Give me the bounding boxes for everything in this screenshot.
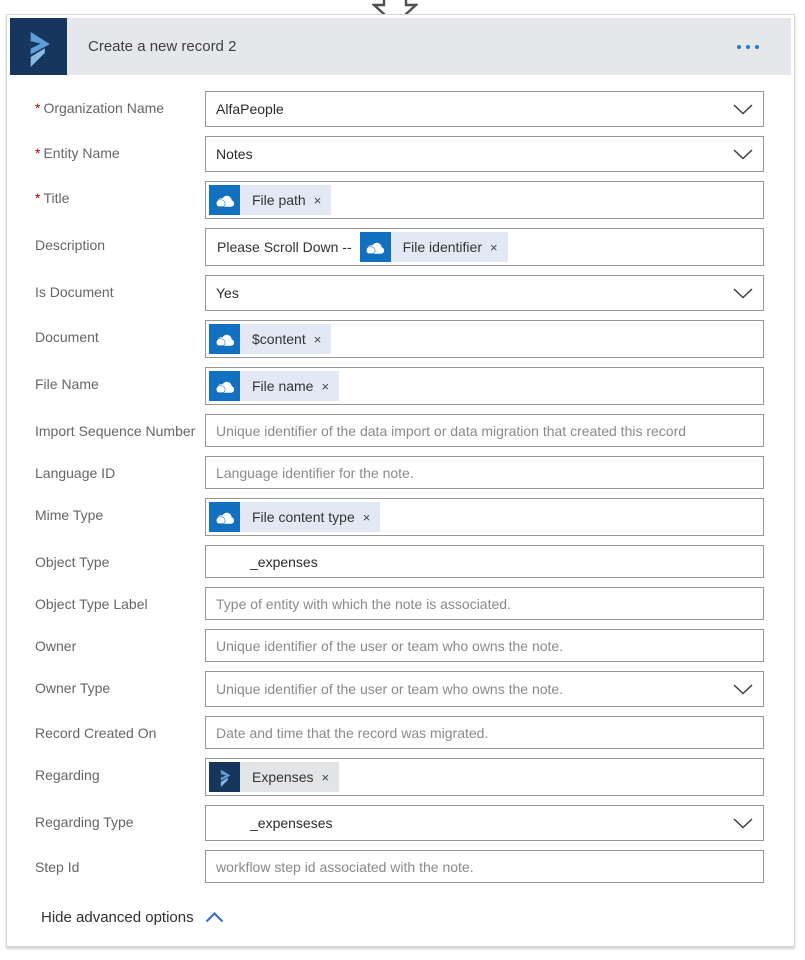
owner-type-field[interactable] [216,681,725,697]
field-label: Object Type [35,554,110,570]
field-label: Record Created On [35,725,157,741]
field-text: Please Scroll Down -- [217,239,352,255]
field-label: Description [35,237,106,253]
onedrive-icon [209,324,240,354]
dynamics365-icon [209,762,240,792]
token-label: File name [252,378,314,394]
action-card-create-new-record [6,14,795,947]
field-row-owner-type [35,671,764,707]
owner-input[interactable] [205,629,764,662]
token-close-icon[interactable]: × [321,769,330,785]
field-row-organization-name [35,91,764,127]
import-sequence-number-input[interactable] [205,414,764,447]
entity-name-field[interactable] [216,146,725,162]
regarding-type-field[interactable] [216,815,725,831]
entity-name-dropdown[interactable] [205,136,764,172]
chevron-down-icon[interactable] [733,288,753,299]
field-row-regarding-type [35,805,764,841]
field-label: File Name [35,376,99,392]
regarding-type-dropdown[interactable] [205,805,764,841]
field-row-language-id [35,456,764,489]
field-label: Language ID [35,465,116,481]
token-file-path[interactable] [209,185,331,215]
is-document-dropdown[interactable] [205,275,764,311]
token-file-content-type[interactable] [209,502,380,532]
step-id-input[interactable] [205,850,764,883]
language-id-input[interactable] [205,456,764,489]
field-label: Regarding Type [35,814,134,830]
owner-type-dropdown[interactable] [205,671,764,707]
organization-name-field[interactable] [216,101,725,117]
token-file-name[interactable] [209,371,339,401]
chevron-down-icon[interactable] [733,104,753,115]
dynamics365-icon [10,18,67,75]
field-label: Owner [35,638,77,654]
field-row-is-document [35,275,764,311]
onedrive-icon [209,371,240,401]
field-row-mime-type [35,498,764,536]
field-label: Owner Type [35,680,111,696]
document-input[interactable] [205,320,764,358]
field-label: * Title [35,190,70,206]
field-row-description [35,228,764,266]
regarding-input[interactable] [205,758,764,796]
onedrive-icon [209,502,240,532]
field-label: Document [35,329,99,345]
more-options-icon[interactable] [735,39,761,55]
chevron-down-icon[interactable] [733,818,753,829]
chevron-up-icon [205,912,224,923]
action-title: Create a new record 2 [88,38,237,55]
field-label: Mime Type [35,507,104,523]
record-created-on-field[interactable] [216,725,753,741]
chevron-down-icon[interactable] [733,149,753,160]
token-close-icon[interactable]: × [313,192,322,208]
onedrive-icon [209,185,240,215]
field-label: * Organization Name [35,100,165,116]
object-type-label-input[interactable] [205,587,764,620]
field-label: Is Document [35,284,114,300]
field-label: Import Sequence Number [35,423,196,439]
required-asterisk: * [35,145,41,161]
token-label: File path [252,192,306,208]
field-row-record-created-on [35,716,764,749]
is-document-field[interactable] [216,285,725,301]
import-sequence-number-field[interactable] [216,423,753,439]
hide-advanced-options-label: Hide advanced options [41,909,194,926]
field-label: Object Type Label [35,596,148,612]
required-asterisk: * [35,190,41,206]
field-row-title [35,181,764,219]
required-asterisk: * [35,100,41,116]
fields-container [35,91,764,883]
token-file-identifier[interactable] [360,232,508,262]
token-close-icon[interactable]: × [362,509,371,525]
language-id-field[interactable] [216,465,753,481]
field-row-regarding [35,758,764,796]
object-type-input[interactable] [205,545,764,578]
mime-type-input[interactable] [205,498,764,536]
token-close-icon[interactable]: × [321,378,330,394]
record-created-on-input[interactable] [205,716,764,749]
hide-advanced-options-link[interactable] [41,909,224,926]
token-label: File identifier [402,239,482,255]
field-row-file-name [35,367,764,405]
action-card-body [7,78,794,927]
step-id-field[interactable] [216,859,753,875]
field-label: * Entity Name [35,145,120,161]
organization-name-dropdown[interactable] [205,91,764,127]
owner-field[interactable] [216,638,753,654]
title-input[interactable] [205,181,764,219]
object-type-field[interactable] [216,554,753,570]
field-row-step-id [35,850,764,883]
action-card-header[interactable] [10,18,791,75]
file-name-input[interactable] [205,367,764,405]
object-type-label-field[interactable] [216,596,753,612]
field-row-object-type [35,545,764,578]
field-row-import-sequence-number [35,414,764,447]
description-input[interactable] [205,228,764,266]
token-close-icon[interactable]: × [489,239,498,255]
token-label: File content type [252,509,355,525]
token-label: $content [252,331,306,347]
token-label: Expenses [252,769,314,785]
field-label: Step Id [35,859,80,875]
chevron-down-icon[interactable] [733,684,753,695]
onedrive-icon [360,232,391,262]
token-expenses[interactable] [209,762,339,792]
field-row-document [35,320,764,358]
token-close-icon[interactable]: × [313,331,322,347]
token-$content[interactable] [209,324,331,354]
field-label: Regarding [35,767,100,783]
field-row-entity-name [35,136,764,172]
field-row-owner [35,629,764,662]
field-row-object-type-label [35,587,764,620]
